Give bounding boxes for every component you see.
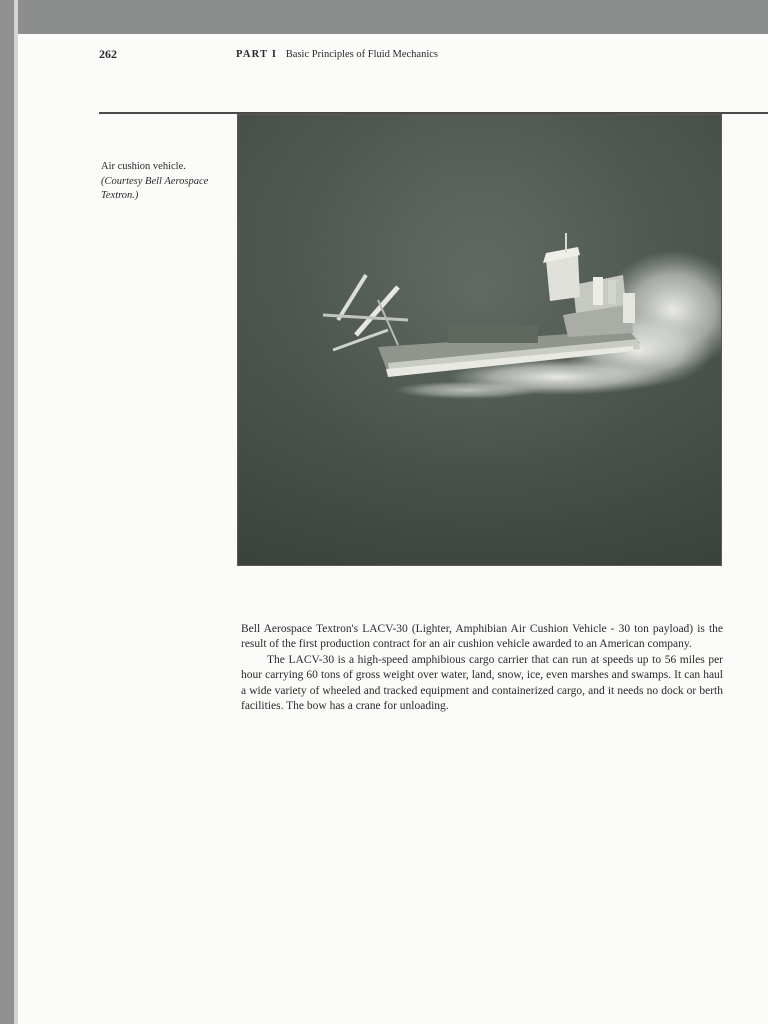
scan-top-edge xyxy=(0,0,768,34)
paragraph-1: Bell Aerospace Textron's LACV-30 (Lighter, Amphibian Air Cushion Vehicle - 30 ton payload) is the result of the first production contract for an air cushion vehicle awarded to an American company. xyxy=(241,623,723,651)
hovercraft-illustration xyxy=(238,115,722,566)
paragraph-2: The LACV-30 is a high-speed amphibious cargo carrier that can run at speeds up to 56 miles per hour carrying 60 tons of gross weight over water, land, snow, ice, even marshes and swamps. It can haul a wide variety of wheeled and tracked equipment and containerized cargo, and it needs no dock or berth facilities. The bow has a crane for unloading. xyxy=(241,653,723,713)
hovercraft-photo xyxy=(237,114,722,566)
caption-text: Air cushion vehicle. xyxy=(101,161,186,172)
body-text xyxy=(241,622,723,714)
part-title: Basic Principles of Fluid Mechanics xyxy=(285,49,439,60)
scan-left-edge xyxy=(0,0,14,1024)
page-number: 262 xyxy=(99,47,117,61)
running-head xyxy=(236,49,438,60)
scan-gutter xyxy=(14,0,18,1024)
part-label: PART I xyxy=(236,49,278,60)
caption-credit: (Courtesy Bell Aerospace Textron.) xyxy=(101,175,209,201)
figure-caption xyxy=(101,160,231,204)
